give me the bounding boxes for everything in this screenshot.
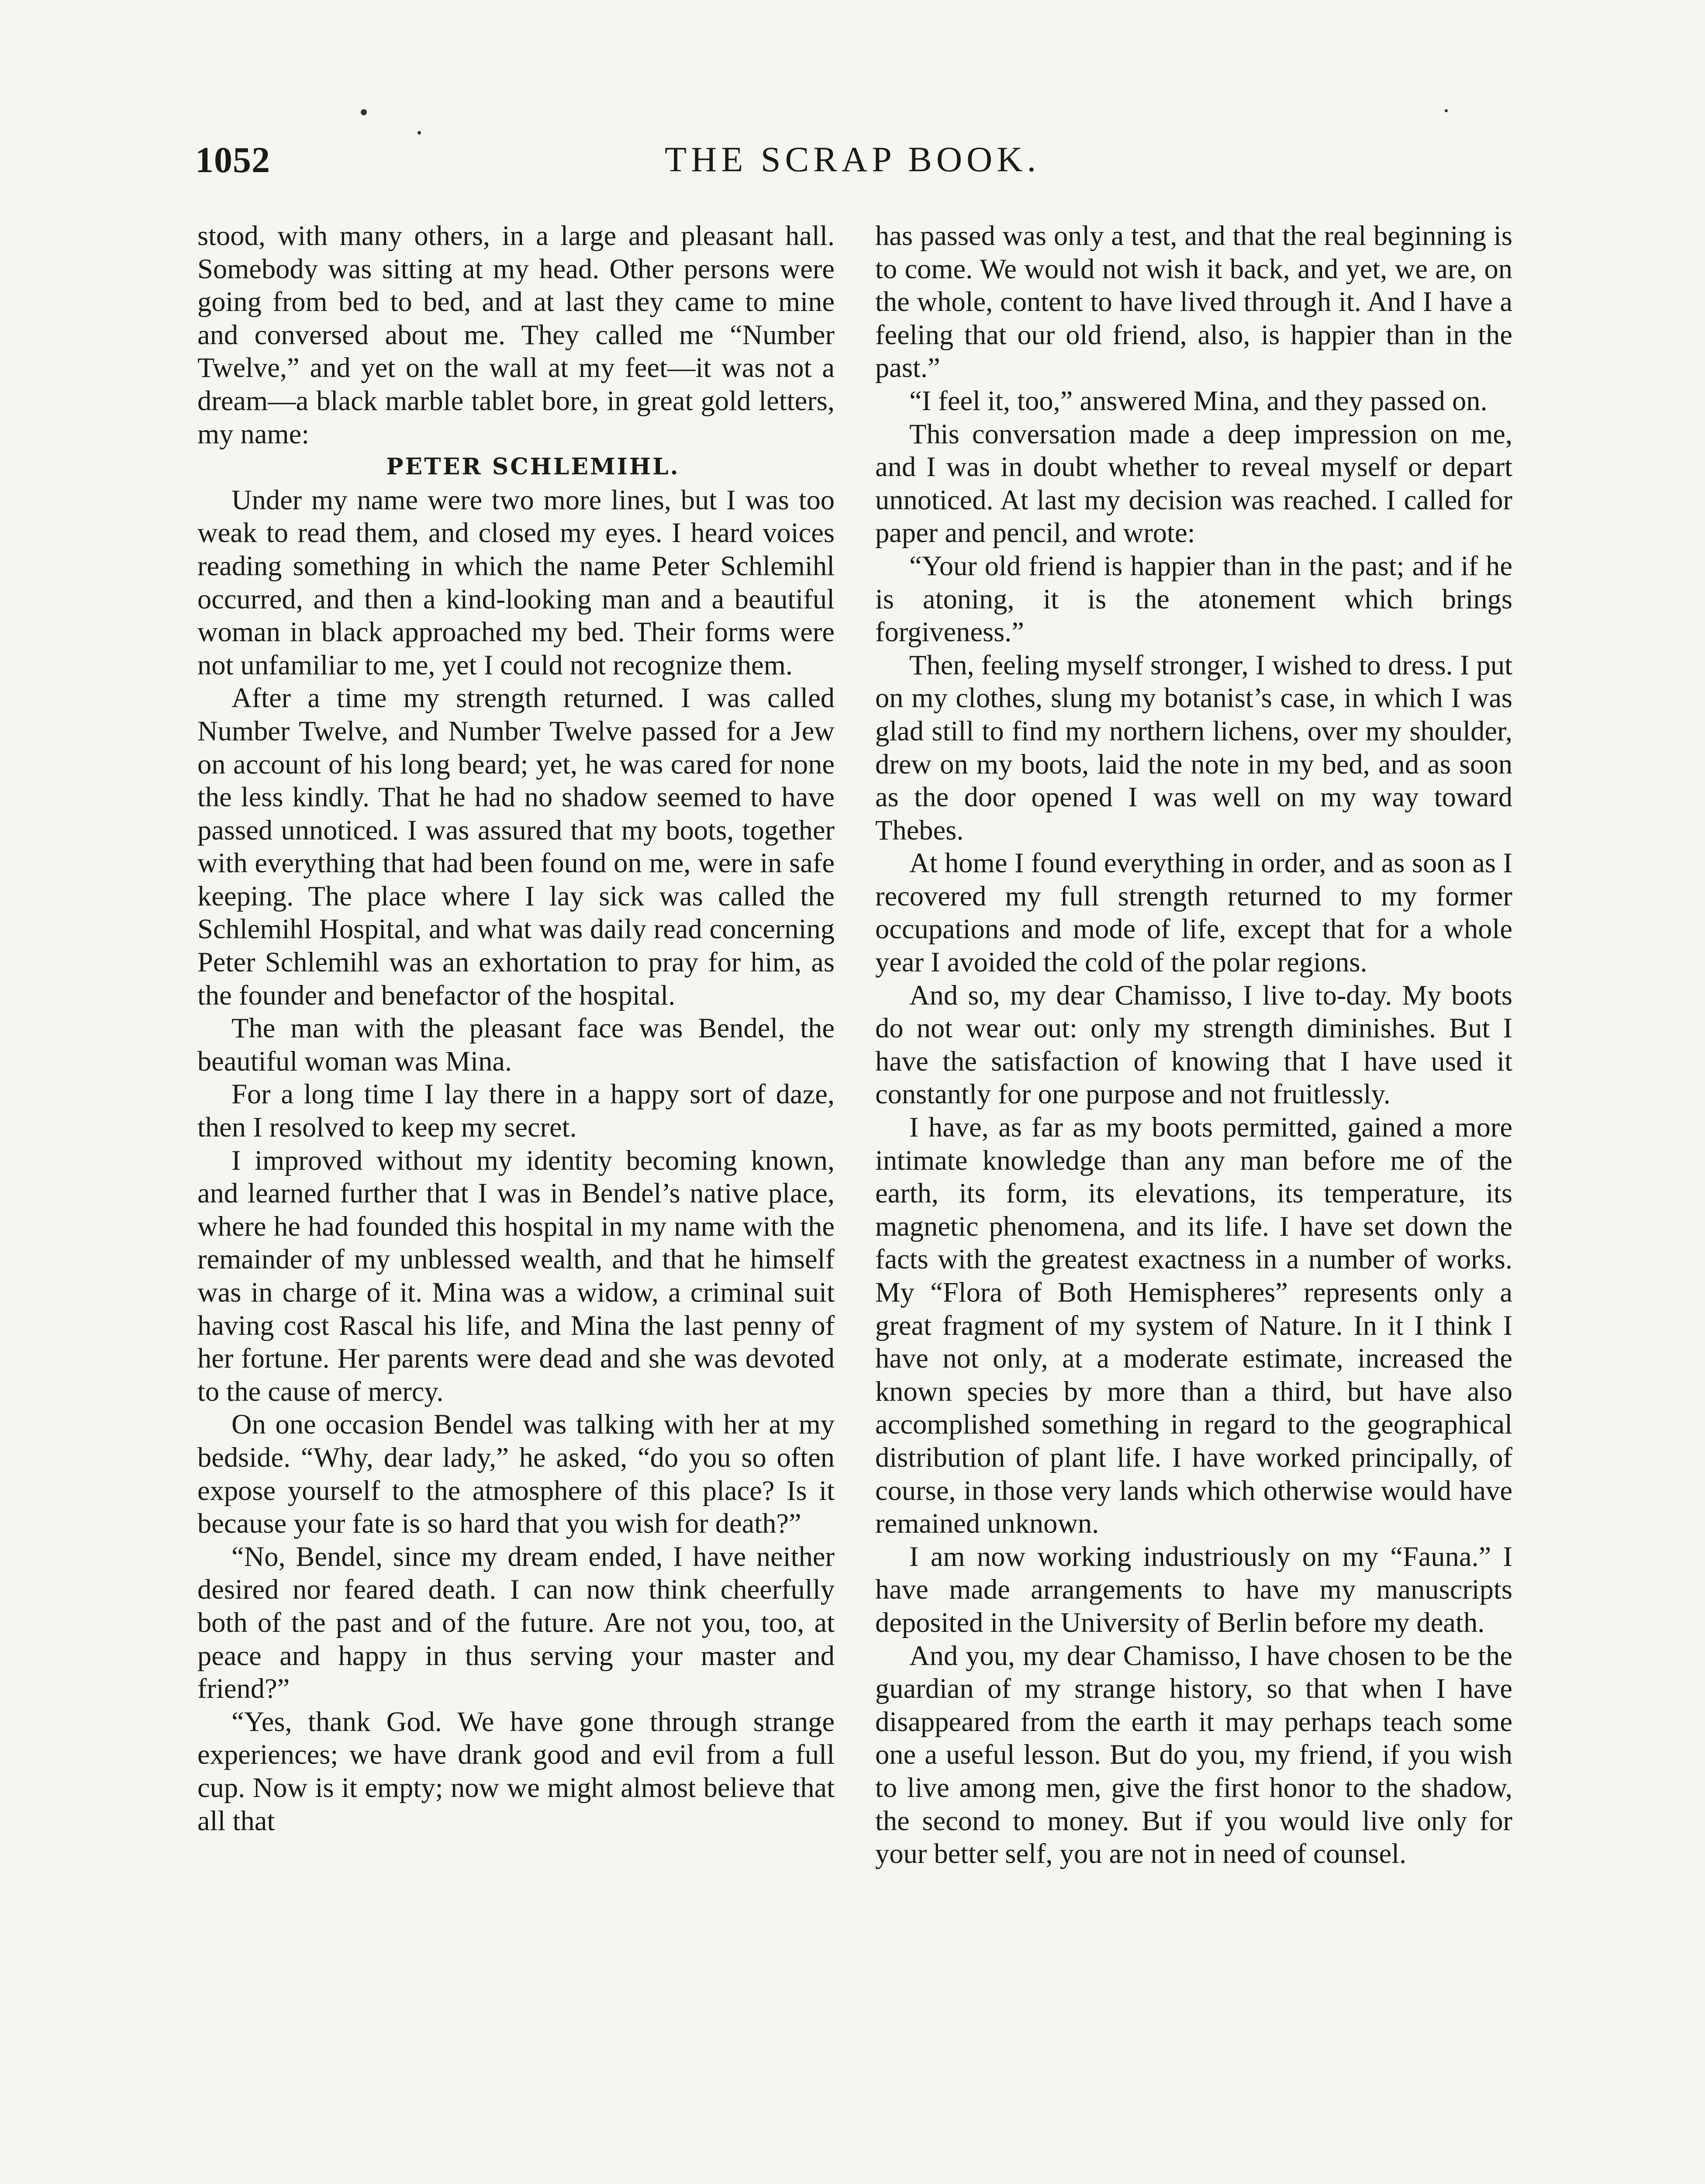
paragraph: I improved without my identity becoming known, and learned further that I was in Bendel’s native place, where he had founded this hospital in my name with the remainder of my unblessed wealth, and that he himself was in charge of it. Mina was a widow, a criminal suit having cost Rascal his life, and Mina the last penny of her fortune. Her parents were dead and she was devoted to the cause of mercy. xyxy=(197,1144,835,1407)
paragraph: At home I found everything in order, and as soon as I recovered my full strength returned to my former occupations and mode of life, except that for a whole year I avoided the cold of the polar regions. xyxy=(875,847,1512,978)
paragraph: “I feel it, too,” answered Mina, and they passed on. xyxy=(909,385,1488,416)
paragraph: “No, Bendel, since my dream ended, I have neither desired nor feared death. I can now think cheerfully both of the past and of the future. Are not you, too, at peace and happy in thus serving your master and friend?” xyxy=(197,1541,835,1704)
print-speck xyxy=(361,109,367,115)
paragraph: For a long time I lay there in a happy sort of daze, then I resolved to keep my secret. xyxy=(197,1078,835,1143)
paragraph: This conversation made a deep impression on me, and I was in doubt whether to reveal myself or depart unnoticed. At last my decision was reached. I called for paper and pencil, and wrote: xyxy=(875,418,1512,549)
paragraph: “Your old friend is happier than in the past; and if he is atoning, it is the atonement which brings forgiveness.” xyxy=(875,550,1512,648)
paragraph: On one occasion Bendel was talking with her at my bedside. “Why, dear lady,” he asked, “do you so often expose yourself to the atmosphere of this place? Is it because your fate is so hard that you wish for death?” xyxy=(197,1409,835,1539)
paragraph: I am now working industriously on my “Fauna.” I have made arrangements to have my manuscripts deposited in the University of Berlin before my death. xyxy=(875,1541,1512,1638)
print-speck xyxy=(418,131,421,135)
paragraph: has passed was only a test, and that the real beginning is to come. We would not wish it back, and yet, we are, on the whole, content to have lived through it. And I have a feeling that our old friend, also, is happier than in the past.” xyxy=(875,220,1512,384)
paragraph: And you, my dear Chamisso, I have chosen to be the guardian of my strange history, so that when I have disappeared from the earth it may perhaps teach some one a useful lesson. But do you, my friend, if you wish to live among men, give the first honor to the shadow, the second to money. But if you would live only for your better self, you are not in need of counsel. xyxy=(875,1640,1512,1870)
page-number: 1052 xyxy=(195,140,270,180)
paragraph: I have, as far as my boots permitted, gained a more intimate knowledge than any man before me of the earth, its form, its elevations, its temperature, its magnetic phenomena, and its life. I have set down the facts with the greatest exactness in a number of works. My “Flora of Both Hemispheres” represents only a great fragment of my system of Nature. In it I think I have not only, at a moderate estimate, increased the known species by more than a third, but have also accomplished something in regard to the geographical distribution of plant life. I have worked principally, of course, in those very lands which otherwise would have remained unknown. xyxy=(875,1112,1512,1539)
print-speck xyxy=(1445,109,1448,112)
paragraph: Then, feeling myself stronger, I wished to dress. I put on my clothes, slung my botanist’s case, in which I was glad still to find my northern lichens, over my shoulder, drew on my boots, laid the note in my bed, and as soon as the door opened I was well on my way toward Thebes. xyxy=(875,649,1512,846)
paragraph: Under my name were two more lines, but I was too weak to read them, and closed my eyes. I heard voices reading something in which the name Peter Schlemihl occurred, and then a kind-looking man and a beautiful woman in black approached my bed. Their forms were not unfamiliar to me, yet I could not recognize them. xyxy=(197,484,835,681)
left-column xyxy=(197,219,835,1837)
paragraph: The man with the pleasant face was Bendel, the beautiful woman was Mina. xyxy=(197,1013,835,1077)
tablet-name: PETER SCHLEMIHL. xyxy=(386,453,680,480)
running-head: THE SCRAP BOOK. xyxy=(664,139,1040,179)
paragraph: “Yes, thank God. We have gone through strange experiences; we have drank good and evil from a full cup. Now is it empty; now we might almost believe that all that xyxy=(197,1706,835,1836)
right-column xyxy=(875,219,1512,1870)
paragraph: After a time my strength returned. I was called Number Twelve, and Number Twelve passed for a Jew on account of his long beard; yet, he was cared for none the less kindly. That he had no shadow seemed to have passed unnoticed. I was assured that my boots, together with everything that had been found on me, were in safe keeping. The place where I lay sick was called the Schlemihl Hospital, and what was daily read concerning Peter Schlemihl was an exhortation to pray for him, as the founder and benefactor of the hospital. xyxy=(197,682,835,1011)
paragraph: stood, with many others, in a large and pleasant hall. Somebody was sitting at my head. Other persons were going from bed to bed, and at last they came to mine and conversed about me. They called me “Number Twelve,” and yet on the wall at my feet—it was not a dream—a black marble tablet bore, in great gold letters, my name: xyxy=(197,220,835,449)
paragraph: And so, my dear Chamisso, I live to-day. My boots do not wear out: only my strength diminishes. But I have the satisfaction of knowing that I have used it constantly for one purpose and not fruitlessly. xyxy=(875,979,1512,1110)
